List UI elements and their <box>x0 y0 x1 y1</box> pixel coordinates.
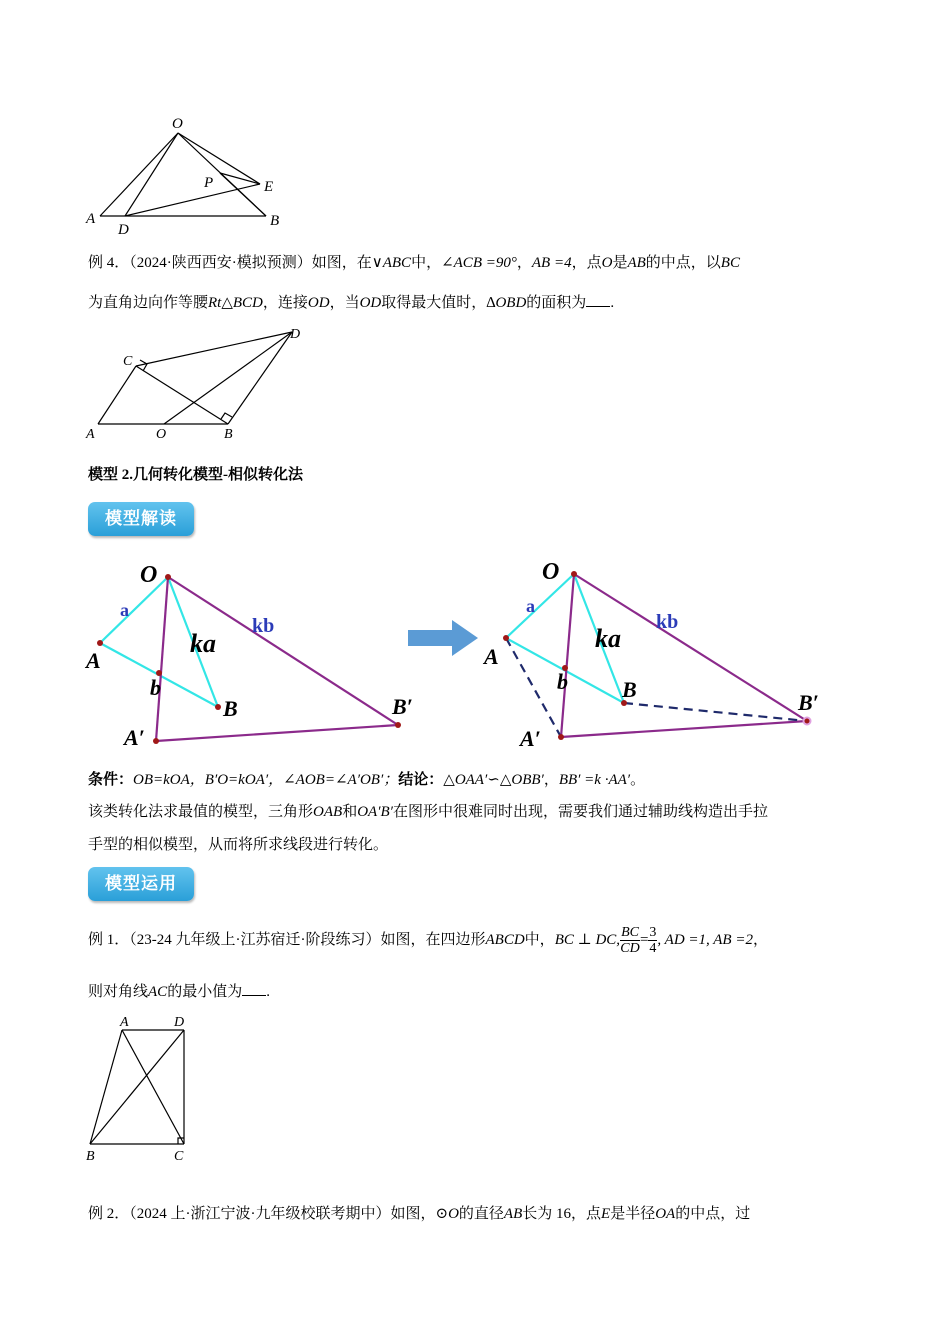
label-B: B <box>622 677 637 702</box>
arrow-right-icon <box>408 620 478 656</box>
label-B: B <box>86 1149 95 1164</box>
label-B-prime: B′ <box>392 694 413 719</box>
example-4-line2: 为直角边向作等腰Rt△BCD，连接OD，当OD取得最大值时，∆OBD的面积为 . <box>88 292 614 313</box>
example-1-line1: 例 1．（23-24 九年级上·江苏宿迁·阶段练习）如图，在四边形ABCD中，BC ⊥ DC, $\frac{BC}{CD}$ = $\frac{3}{4}$ , AD =1, AB =2， <box>88 925 768 957</box>
figure-similarity-model <box>80 552 840 752</box>
label-A-prime: A′ <box>520 726 541 751</box>
label-a: a <box>526 596 535 616</box>
label-ka: ka <box>190 629 216 658</box>
label-O: O <box>172 116 183 132</box>
example-2-line1: 例 2．（2024 上·浙江宁波·九年级校联考期中）如图，⊙O的直径AB长为 16，点E是半径OA的中点，过 <box>88 1206 751 1222</box>
label-E: E <box>264 179 274 195</box>
description-line1: 该类转化法求最值的模型，三角形OAB和OA′B′在图形中很难同时出现，需要我们通过辅助线构造出手拉 <box>88 804 768 820</box>
section-title-model-2: 模型 2.几何转化模型-相似转化法 <box>88 467 303 483</box>
label-A: A <box>484 644 499 669</box>
figure-example-4 <box>80 320 320 445</box>
answer-blank <box>242 981 266 996</box>
label-O: O <box>542 559 560 585</box>
label-D: D <box>290 327 301 342</box>
label-B: B <box>223 696 238 721</box>
description-line2: 手型的相似模型，从而将所求线段进行转化。 <box>88 837 389 853</box>
label-ka: ka <box>595 624 621 653</box>
label-b: b <box>557 669 568 694</box>
label-A: A <box>86 648 101 673</box>
label-B: B <box>224 427 233 442</box>
label-A-prime: A′ <box>124 725 145 750</box>
fraction-bc-cd: $\frac{BC}{CD}$ <box>620 925 640 957</box>
label-A: A <box>86 427 95 442</box>
label-A: A <box>120 1015 129 1030</box>
label-B: B <box>270 213 280 229</box>
label-b: b <box>150 675 161 700</box>
label-D: D <box>174 1015 185 1030</box>
label-kb: kb <box>656 611 679 633</box>
condition-conclusion: 条件：OB=kOA，B′O=kOA′，∠AOB=∠A′OB′；结论：△OAA′∽△OBB′，BB′ =k ·AA′。 <box>88 772 646 788</box>
badge-model-explanation: 模型解读 <box>88 502 194 536</box>
label-a: a <box>120 600 129 620</box>
example-1-line2: 则对角线AC的最小值为 . <box>88 981 270 1002</box>
answer-blank <box>586 292 610 307</box>
figure-triangle-ope <box>80 108 310 238</box>
label-B-prime: B′ <box>798 690 819 715</box>
label-D: D <box>118 222 129 238</box>
label-A: A <box>86 211 96 227</box>
label-C: C <box>123 354 133 369</box>
label-P: P <box>204 175 214 191</box>
badge-model-application: 模型运用 <box>88 867 194 901</box>
label-kb: kb <box>252 615 275 637</box>
figure-example-1 <box>80 1010 210 1170</box>
label-C: C <box>174 1149 184 1164</box>
label-O: O <box>156 427 167 442</box>
fraction-3-4: $\frac{3}{4}$ <box>649 925 657 957</box>
label-O: O <box>140 562 158 588</box>
example-4-line1: 例 4．（2024·陕西西安·模拟预测）如图，在∨ABC中，∠ACB =90°，AB =4，点O是AB的中点，以BC <box>88 255 740 271</box>
